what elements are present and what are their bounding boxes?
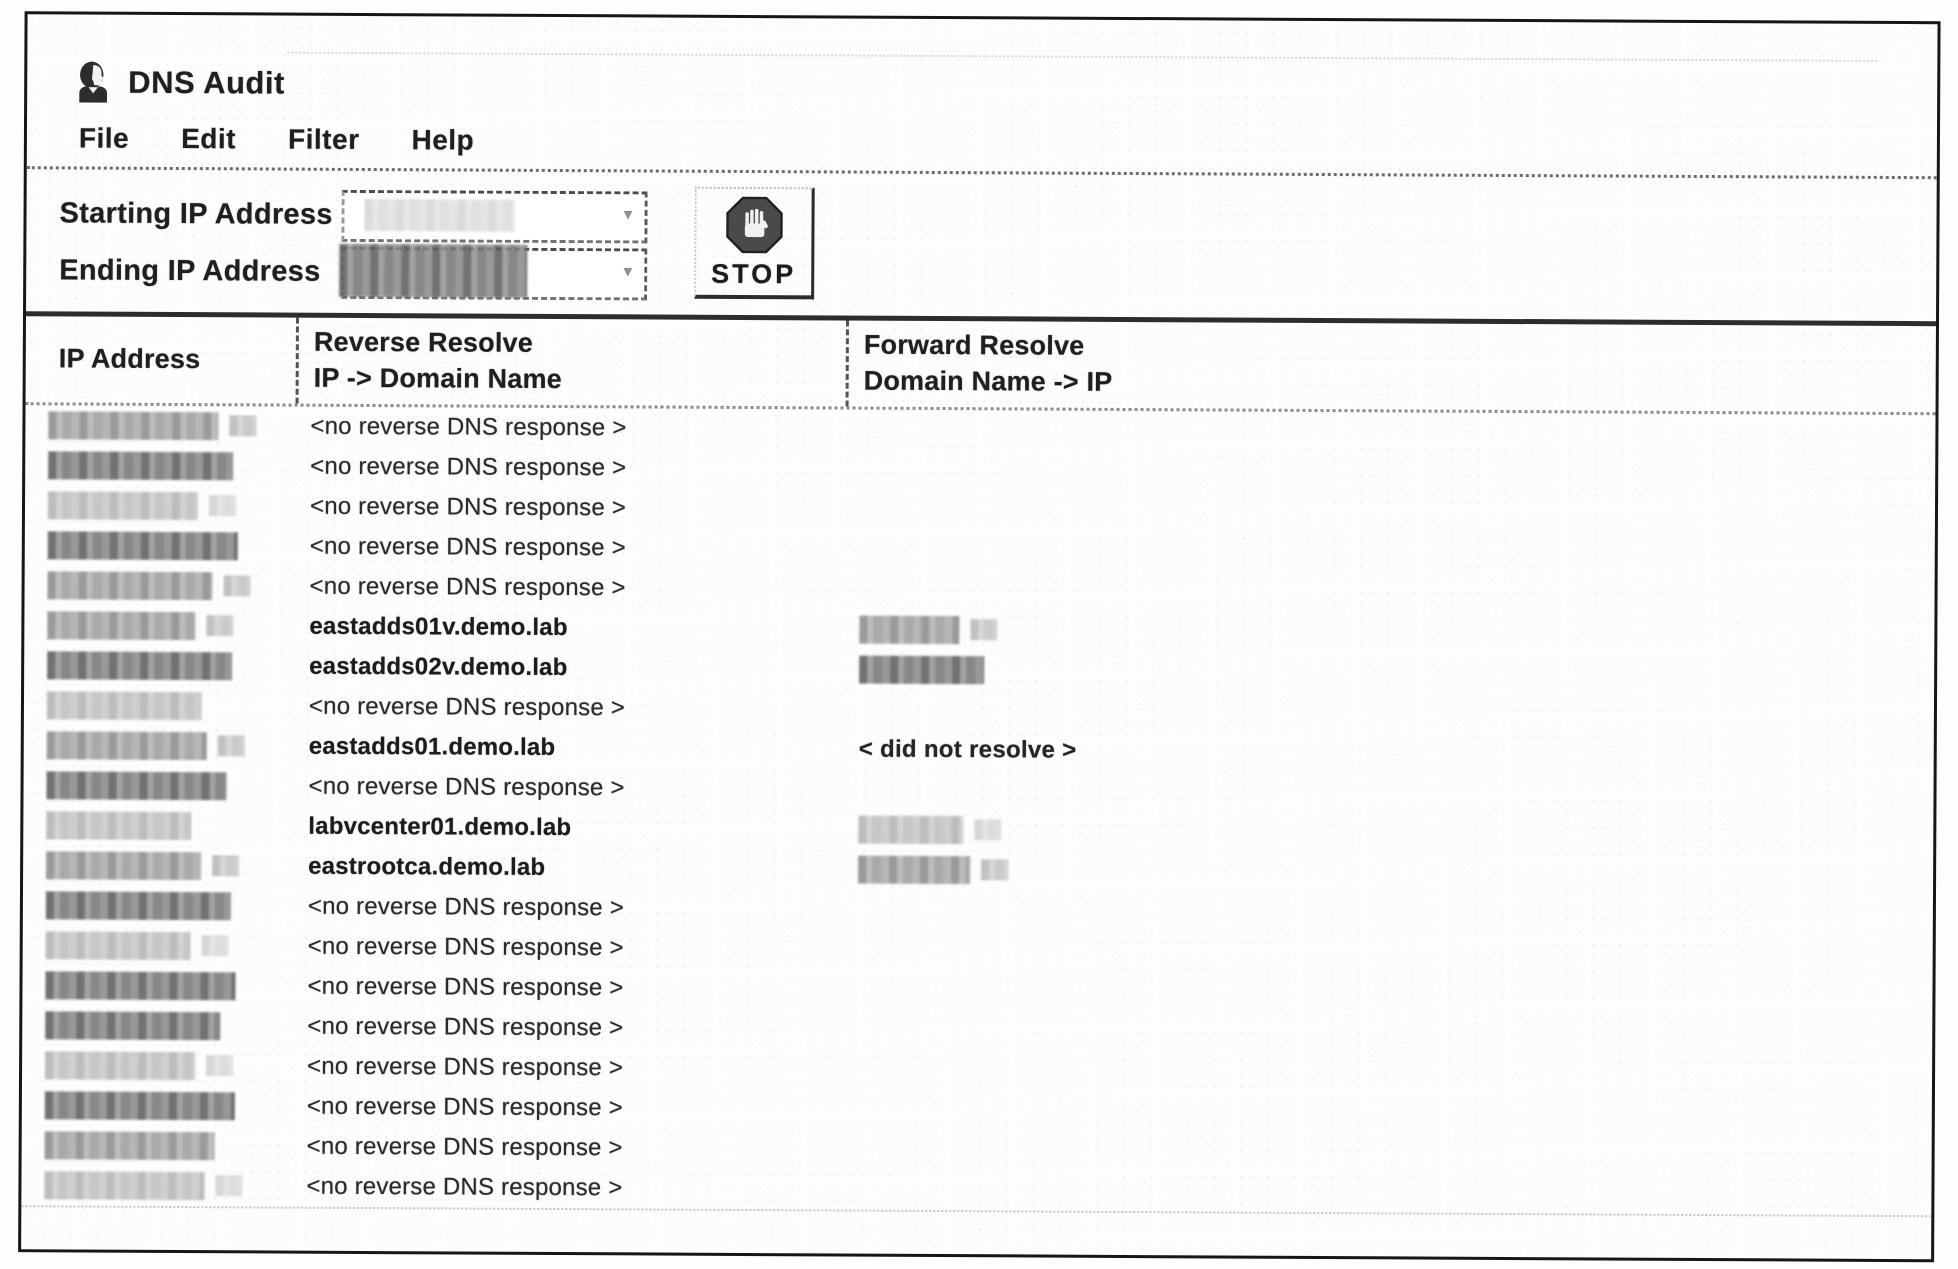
forward-resolve-cell xyxy=(842,990,1932,996)
redacted-ip xyxy=(46,931,191,960)
reverse-resolve-value: eastadds01v.demo.lab xyxy=(309,612,568,642)
redacted-starting-ip-value xyxy=(364,198,514,231)
ip-address-cell xyxy=(55,1131,292,1160)
ip-address-cell xyxy=(58,571,295,600)
forward-resolve-cell xyxy=(844,656,1934,690)
table-header xyxy=(26,316,1936,412)
forward-resolve-value: < did not resolve > xyxy=(858,735,1077,764)
ip-address-cell xyxy=(57,651,294,680)
menu-item-help[interactable]: Help xyxy=(411,124,475,156)
menu-item-file[interactable]: File xyxy=(78,122,130,154)
stop-button-label: STOP xyxy=(711,258,797,289)
menu-item-edit[interactable]: Edit xyxy=(181,123,237,155)
redacted-ip xyxy=(48,531,238,560)
reverse-resolve-value: eastrootca.demo.lab xyxy=(308,852,546,881)
redacted-ip xyxy=(45,1131,215,1160)
forward-resolve-cell xyxy=(845,510,1935,516)
forward-resolve-cell xyxy=(842,1069,1932,1075)
forward-resolve-cell xyxy=(844,790,1934,796)
ending-ip-combobox[interactable] xyxy=(341,246,647,300)
reverse-resolve-value: <no reverse DNS response > xyxy=(307,932,624,962)
column-header-ip-address: IP Address xyxy=(58,343,201,375)
reverse-resolve-value: <no reverse DNS response > xyxy=(306,1092,623,1122)
redacted-ip xyxy=(46,771,226,800)
redacted-ip xyxy=(45,971,235,1000)
forward-resolve-cell xyxy=(841,1189,1931,1195)
ip-address-cell xyxy=(55,1091,292,1120)
redacted-ip xyxy=(46,811,191,840)
reverse-resolve-value: <no reverse DNS response > xyxy=(309,532,626,562)
forward-resolve-cell xyxy=(842,1109,1932,1115)
forward-resolve-cell xyxy=(843,816,1933,850)
forward-resolve-cell xyxy=(845,470,1935,476)
ip-address-cell xyxy=(56,891,293,920)
forward-resolve-cell xyxy=(842,1029,1932,1035)
forward-resolve-cell xyxy=(844,736,1934,770)
reverse-resolve-value: labvcenter01.demo.lab xyxy=(308,812,572,842)
redacted-ip xyxy=(44,1171,204,1200)
redacted-ending-ip-value xyxy=(339,243,527,297)
stop-hand-icon xyxy=(724,194,784,254)
ip-address-cell xyxy=(56,931,293,960)
ip-address-cell xyxy=(56,851,293,880)
ip-address-cell xyxy=(54,1171,291,1200)
redacted-ip xyxy=(48,491,198,520)
redacted-ip xyxy=(45,1091,235,1120)
ip-address-cell xyxy=(58,531,295,560)
dns-audit-window xyxy=(18,11,1940,1262)
redacted-ip xyxy=(48,451,233,480)
redacted-ip xyxy=(48,571,213,600)
forward-resolve-cell xyxy=(843,910,1933,916)
menu-bar xyxy=(79,122,1937,164)
column-header-reverse-resolve: Reverse Resolve IP -> Domain Name xyxy=(296,318,846,407)
dropdown-arrow-icon[interactable]: ▼ xyxy=(620,205,636,223)
starting-ip-combobox[interactable] xyxy=(341,189,647,243)
reverse-resolve-value: <no reverse DNS response > xyxy=(307,1052,624,1082)
reverse-resolve-value: <no reverse DNS response > xyxy=(307,892,625,922)
redacted-ip xyxy=(45,1011,220,1040)
reverse-resolve-value: <no reverse DNS response > xyxy=(308,772,625,802)
ip-address-cell xyxy=(55,1011,292,1040)
reverse-resolve-value: <no reverse DNS response > xyxy=(309,572,626,602)
redacted-forward-ip xyxy=(858,816,963,845)
table-body xyxy=(21,405,1935,1215)
ip-address-cell xyxy=(57,611,294,640)
ip-address-cell xyxy=(55,1051,292,1080)
window-title: DNS Audit xyxy=(128,64,285,101)
reverse-resolve-value: eastadds01.demo.lab xyxy=(308,732,556,761)
reverse-resolve-value: <no reverse DNS response > xyxy=(309,492,627,522)
starting-ip-label: Starting IP Address xyxy=(59,197,333,231)
ip-address-cell xyxy=(56,811,293,840)
redacted-ip xyxy=(47,731,207,760)
forward-resolve-cell xyxy=(844,710,1934,716)
ip-address-cell xyxy=(55,971,292,1000)
ip-address-cell xyxy=(58,411,295,440)
reverse-resolve-value: eastadds02v.demo.lab xyxy=(309,652,568,682)
reverse-resolve-value: <no reverse DNS response > xyxy=(307,972,624,1002)
forward-resolve-cell xyxy=(845,590,1935,596)
forward-resolve-cell xyxy=(843,950,1933,956)
ending-ip-label: Ending IP Address xyxy=(59,254,321,288)
reverse-resolve-value: <no reverse DNS response > xyxy=(308,692,626,722)
person-bust-icon xyxy=(73,59,113,105)
forward-resolve-cell xyxy=(844,616,1934,650)
forward-resolve-cell xyxy=(845,550,1935,556)
ip-address-cell xyxy=(56,771,293,800)
redacted-forward-ip xyxy=(858,856,970,885)
forward-resolve-cell xyxy=(843,856,1933,890)
titlebar xyxy=(73,58,1937,116)
dropdown-arrow-icon[interactable]: ▼ xyxy=(620,262,636,280)
redacted-forward-ip xyxy=(859,656,984,685)
redacted-forward-ip xyxy=(859,616,959,645)
forward-resolve-cell xyxy=(842,1149,1932,1155)
ip-range-form xyxy=(26,169,1937,321)
ip-address-cell xyxy=(57,731,294,760)
ip-address-cell xyxy=(57,691,294,720)
reverse-resolve-value: <no reverse DNS response > xyxy=(307,1012,624,1042)
reverse-resolve-value: <no reverse DNS response > xyxy=(310,452,627,482)
redacted-ip xyxy=(45,1051,195,1080)
redacted-ip xyxy=(46,891,231,920)
stop-button[interactable] xyxy=(694,187,815,300)
reverse-resolve-value: <no reverse DNS response > xyxy=(306,1132,623,1162)
redacted-ip xyxy=(47,611,195,640)
column-header-forward-resolve: Forward Resolve Domain Name -> IP xyxy=(846,321,1936,413)
redacted-ip xyxy=(48,411,218,440)
ip-address-cell xyxy=(58,451,295,480)
redacted-ip xyxy=(47,691,202,720)
forward-resolve-cell xyxy=(845,430,1935,436)
redacted-ip xyxy=(47,651,232,680)
ip-address-cell xyxy=(58,491,295,520)
reverse-resolve-value: <no reverse DNS response > xyxy=(306,1172,623,1202)
redacted-ip xyxy=(46,851,201,880)
reverse-resolve-value: <no reverse DNS response > xyxy=(310,412,627,442)
menu-item-filter[interactable]: Filter xyxy=(287,123,360,155)
